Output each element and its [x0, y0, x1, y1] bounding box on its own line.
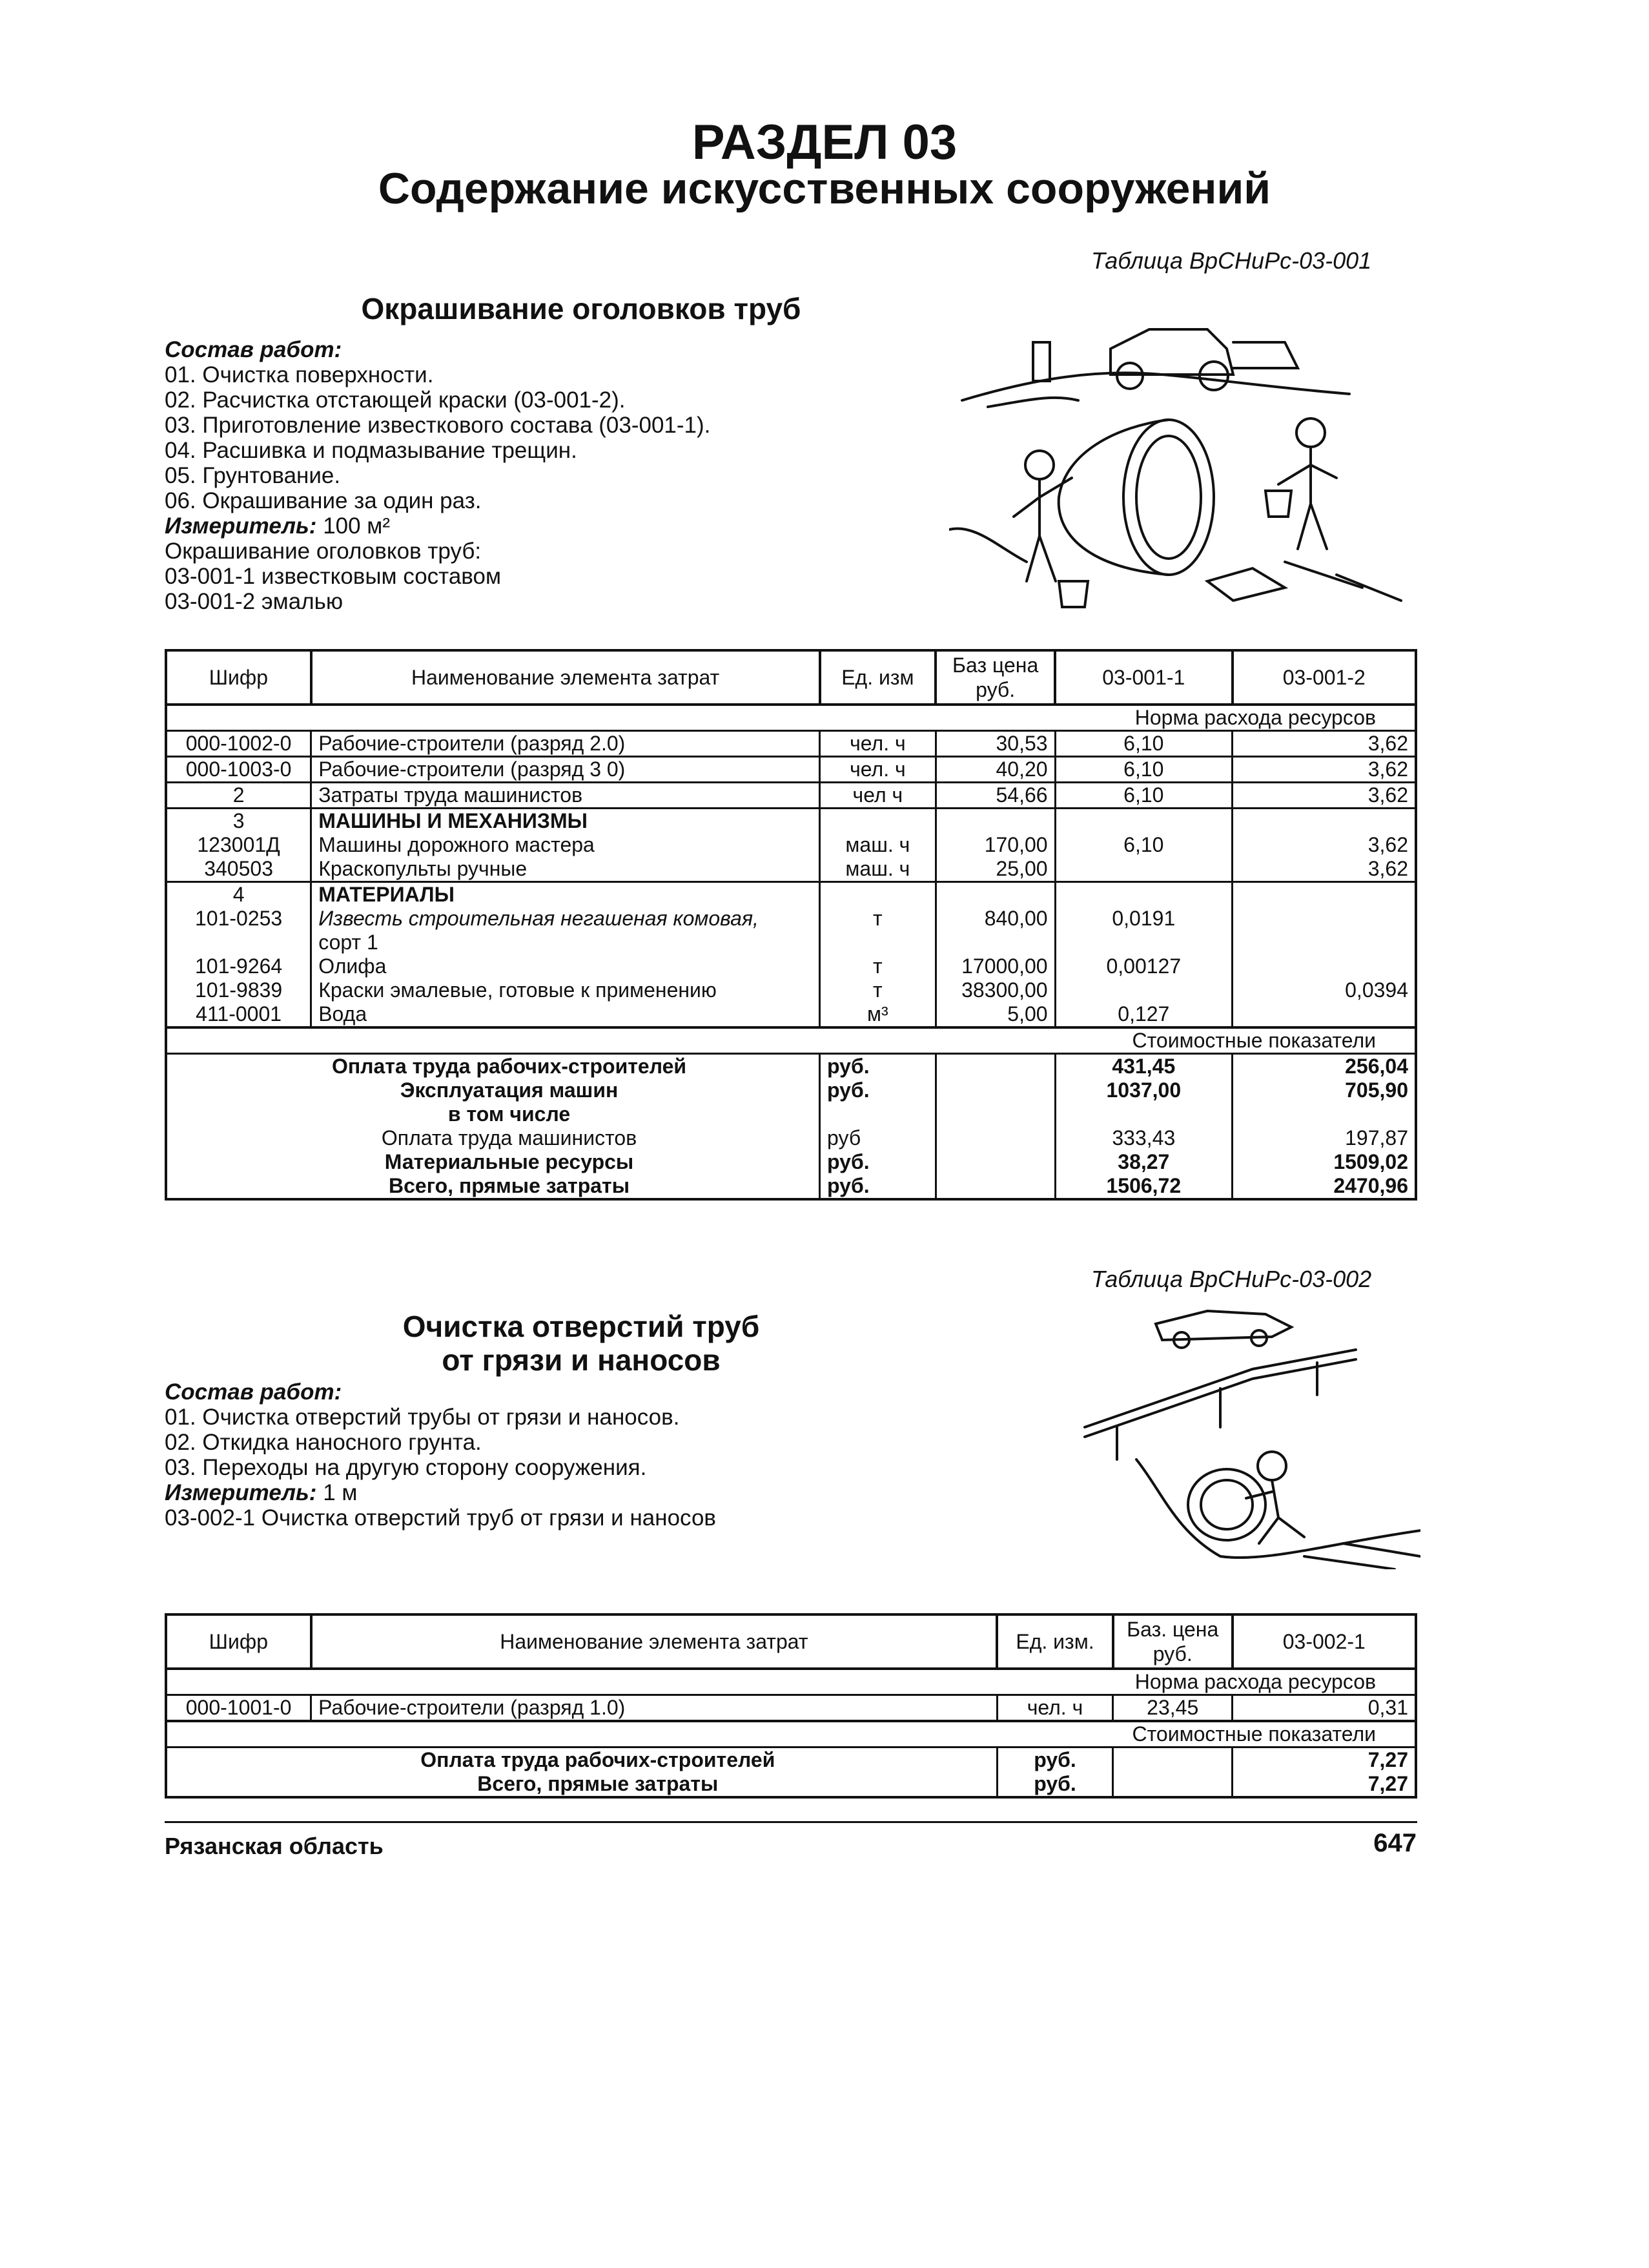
measure-line [165, 1480, 716, 1505]
illustration-painting-pipe [949, 304, 1414, 613]
resource-table-03-002 [165, 1613, 1417, 1799]
summary-row [166, 1054, 1416, 1079]
variant-line: 03-001-1 известковым составом [165, 564, 502, 589]
work-step: 02. Откидка наносного грунта. [165, 1430, 482, 1455]
summary-v1: 7,27 [1233, 1772, 1416, 1797]
cell-code: 000-1003-0 [166, 757, 311, 783]
table-header-row [166, 1614, 1416, 1669]
table-row [166, 954, 1416, 978]
cell-v1: 6,10 [1055, 757, 1232, 783]
table-row [166, 907, 1416, 931]
summary-unit: руб. [820, 1174, 936, 1199]
cell-name: Вода [311, 1002, 820, 1027]
cell-code: 123001Д [166, 833, 311, 857]
cell-unit: чел. ч [820, 731, 936, 757]
cell-v1: 0,0191 [1055, 907, 1232, 931]
footer-rule [165, 1821, 1417, 1823]
cell-v1: 6,10 [1055, 731, 1232, 757]
variants-intro: Окрашивание оголовков труб: [165, 539, 482, 564]
summary-name: в том числе [166, 1102, 820, 1126]
col-header-code: Шифр [166, 650, 311, 705]
cell-v2: 3,62 [1233, 731, 1416, 757]
work-step: 01. Очистка отверстий трубы от грязи и наносов. [165, 1405, 680, 1430]
table-group-row [166, 882, 1416, 907]
cell-unit: м³ [820, 1002, 936, 1027]
work-step: 02. Расчистка отстающей краски (03-001-2). [165, 387, 626, 413]
cell-name: Рабочие-строители (разряд 1.0) [311, 1695, 997, 1722]
cell-v2 [1233, 954, 1416, 978]
table-ref-03-002: Таблица ВрСНиРс-03-002 [1091, 1266, 1372, 1292]
summary-v2: 2470,96 [1233, 1174, 1416, 1199]
col-header-unit: Ед. изм. [997, 1614, 1113, 1669]
summary-row-total [166, 1174, 1416, 1199]
cell-v2: 3,62 [1233, 757, 1416, 783]
summary-row [166, 1747, 1416, 1773]
cell-v2: 0,0394 [1233, 978, 1416, 1002]
table-row [166, 757, 1416, 783]
cell-name: Известь строительная негашеная комовая, [311, 907, 820, 931]
measure-line [165, 513, 710, 539]
summary-name: Эксплуатация машин [166, 1078, 820, 1102]
col-header-code: Шифр [166, 1614, 311, 1669]
cell-v2: 3,62 [1233, 833, 1416, 857]
summary-name: Оплата труда машинистов [166, 1126, 820, 1150]
cell-price: 40,20 [936, 757, 1055, 783]
summary-name: Оплата труда рабочих-строителей [166, 1747, 997, 1773]
summary-name: Материальные ресурсы [166, 1150, 820, 1174]
cell-name: Машины дорожного мастера [311, 833, 820, 857]
work-step: 03. Приготовление известкового состава (03-001-1). [165, 413, 711, 438]
page-number: 647 [1373, 1829, 1417, 1857]
cell-unit: чел. ч [820, 757, 936, 783]
cell-v1: 0,00127 [1055, 954, 1232, 978]
cell-v2 [1233, 1002, 1416, 1027]
col-header-price: Баз. цена руб. [1113, 1614, 1233, 1669]
measure-label: Измеритель: [165, 513, 317, 539]
summary-v1: 431,45 [1055, 1054, 1232, 1079]
cell-name: Рабочие-строители (разряд 2.0) [311, 731, 820, 757]
summary-row [166, 1126, 1416, 1150]
col-header-03-002-1: 03-002-1 [1233, 1614, 1416, 1669]
cell-code: 411-0001 [166, 1002, 311, 1027]
heading-line: Очистка отверстий труб [402, 1310, 760, 1343]
summary-v2: 705,90 [1233, 1078, 1416, 1102]
cell-price: 170,00 [936, 833, 1055, 857]
section-title: РАЗДЕЛ 03 [691, 115, 958, 170]
work-step: 04. Расшивка и подмазывание трещин. [165, 438, 577, 463]
cell-price: 25,00 [936, 857, 1055, 882]
cell-code: 3 [166, 809, 311, 834]
cell-name: Краски эмалевые, готовые к применению [311, 978, 820, 1002]
summary-name: Всего, прямые затраты [166, 1772, 997, 1797]
summary-v1: 38,27 [1055, 1150, 1232, 1174]
cell-v2: 3,62 [1233, 783, 1416, 809]
cell-code: 000-1001-0 [166, 1695, 311, 1722]
table-row [166, 833, 1416, 857]
work-step: 01. Очистка поверхности. [165, 362, 434, 387]
cell-unit: маш. ч [820, 833, 936, 857]
works-label: Состав работ: [165, 337, 342, 362]
table-row [166, 731, 1416, 757]
cell-name: Олифа [311, 954, 820, 978]
work-step: 03. Переходы на другую сторону сооружения. [165, 1455, 647, 1480]
work-step: 06. Окрашивание за один раз. [165, 488, 482, 513]
summary-row [166, 1102, 1416, 1126]
summary-v1: 1037,00 [1055, 1078, 1232, 1102]
col-header-name: Наименование элемента затрат [311, 1614, 997, 1669]
cell-unit: т [820, 954, 936, 978]
band-resource-norm: Норма расхода ресурсов [166, 705, 1416, 731]
table-ref-03-001: Таблица ВрСНиРс-03-001 [1091, 247, 1372, 274]
summary-v2: 197,87 [1233, 1126, 1416, 1150]
cell-unit: т [820, 907, 936, 931]
cell-price: 23,45 [1113, 1695, 1233, 1722]
summary-unit: руб. [997, 1772, 1113, 1797]
cell-v2: 3,62 [1233, 857, 1416, 882]
summary-unit: руб. [997, 1747, 1113, 1773]
cell-unit: маш. ч [820, 857, 936, 882]
cell-code: 2 [166, 783, 311, 809]
cell-price: 30,53 [936, 731, 1055, 757]
band-cost-indicators: Стоимостные показатели [166, 1721, 1416, 1747]
cell-code: 101-9839 [166, 978, 311, 1002]
cell-v2 [1233, 907, 1416, 931]
work-step: 05. Грунтование. [165, 463, 341, 488]
work-description-03-001 [165, 337, 710, 614]
table-group-row [166, 809, 1416, 834]
illustration-cleaning-pipe [1059, 1298, 1420, 1569]
summary-name: Оплата труда рабочих-строителей [166, 1054, 820, 1079]
summary-v1: 1506,72 [1055, 1174, 1232, 1199]
summary-unit: руб. [820, 1150, 936, 1174]
cell-price: 840,00 [936, 907, 1055, 931]
works-label: Состав работ: [165, 1379, 342, 1405]
col-header-03-001-2: 03-001-2 [1233, 650, 1416, 705]
col-header-03-001-1: 03-001-1 [1055, 650, 1232, 705]
col-header-unit: Ед. изм [820, 650, 936, 705]
heading-pipe-cleaning [323, 1310, 839, 1377]
cell-v1: 0,31 [1233, 1695, 1416, 1722]
cell-v1: 6,10 [1055, 833, 1232, 857]
cell-unit: чел ч [820, 783, 936, 809]
table-row [166, 857, 1416, 882]
summary-v2: 1509,02 [1233, 1150, 1416, 1174]
cell-unit: чел. ч [997, 1695, 1113, 1722]
cell-v1 [1055, 857, 1232, 882]
table-row [166, 783, 1416, 809]
band-resource-norm: Норма расхода ресурсов [166, 1669, 1416, 1695]
cell-code: 101-9264 [166, 954, 311, 978]
cell-price: 38300,00 [936, 978, 1055, 1002]
cell-v1 [1055, 978, 1232, 1002]
summary-v1: 7,27 [1233, 1747, 1416, 1773]
variant-line: 03-002-1 Очистка отверстий труб от грязи и наносов [165, 1505, 716, 1531]
table-row [166, 1695, 1416, 1722]
cell-group-name: МАШИНЫ И МЕХАНИЗМЫ [311, 809, 820, 834]
cell-price: 5,00 [936, 1002, 1055, 1027]
measure-label: Измеритель: [165, 1480, 317, 1505]
cell-name: Краскопульты ручные [311, 857, 820, 882]
cell-v1: 6,10 [1055, 783, 1232, 809]
cell-code: 101-0253 [166, 907, 311, 931]
section-subtitle: Содержание искусственных сооружений [378, 164, 1271, 213]
summary-unit: руб [820, 1126, 936, 1150]
measure-value: 100 м² [323, 513, 391, 539]
table-row [166, 1002, 1416, 1027]
footer-region: Рязанская область [165, 1833, 384, 1859]
summary-row [166, 1150, 1416, 1174]
cell-code: 000-1002-0 [166, 731, 311, 757]
cell-name: Затраты труда машинистов [311, 783, 820, 809]
work-description-03-002 [165, 1379, 716, 1531]
summary-row-total [166, 1772, 1416, 1797]
band-cost-indicators: Стоимостные показатели [166, 1027, 1416, 1054]
cell-code: 340503 [166, 857, 311, 882]
cell-price: 54,66 [936, 783, 1055, 809]
cell-code: 4 [166, 882, 311, 907]
summary-v2: 256,04 [1233, 1054, 1416, 1079]
col-header-price: Баз цена руб. [936, 650, 1055, 705]
cell-price: 17000,00 [936, 954, 1055, 978]
heading-line: от грязи и наносов [442, 1343, 721, 1377]
resource-table-03-001 [165, 649, 1417, 1201]
summary-unit: руб. [820, 1078, 936, 1102]
summary-unit: руб. [820, 1054, 936, 1079]
cell-group-name: МАТЕРИАЛЫ [311, 882, 820, 907]
variant-line: 03-001-2 эмалью [165, 589, 343, 614]
cell-name: сорт 1 [311, 931, 820, 954]
table-row [166, 978, 1416, 1002]
table-row-continuation [166, 931, 1416, 954]
table-header-row [166, 650, 1416, 705]
summary-v1: 333,43 [1055, 1126, 1232, 1150]
heading-painting-pipe-heads: Окрашивание оголовков труб [361, 292, 801, 325]
summary-row [166, 1078, 1416, 1102]
cell-name: Рабочие-строители (разряд 3 0) [311, 757, 820, 783]
cell-unit: т [820, 978, 936, 1002]
cell-v1: 0,127 [1055, 1002, 1232, 1027]
summary-name: Всего, прямые затраты [166, 1174, 820, 1199]
col-header-name: Наименование элемента затрат [311, 650, 820, 705]
measure-value: 1 м [323, 1480, 358, 1505]
